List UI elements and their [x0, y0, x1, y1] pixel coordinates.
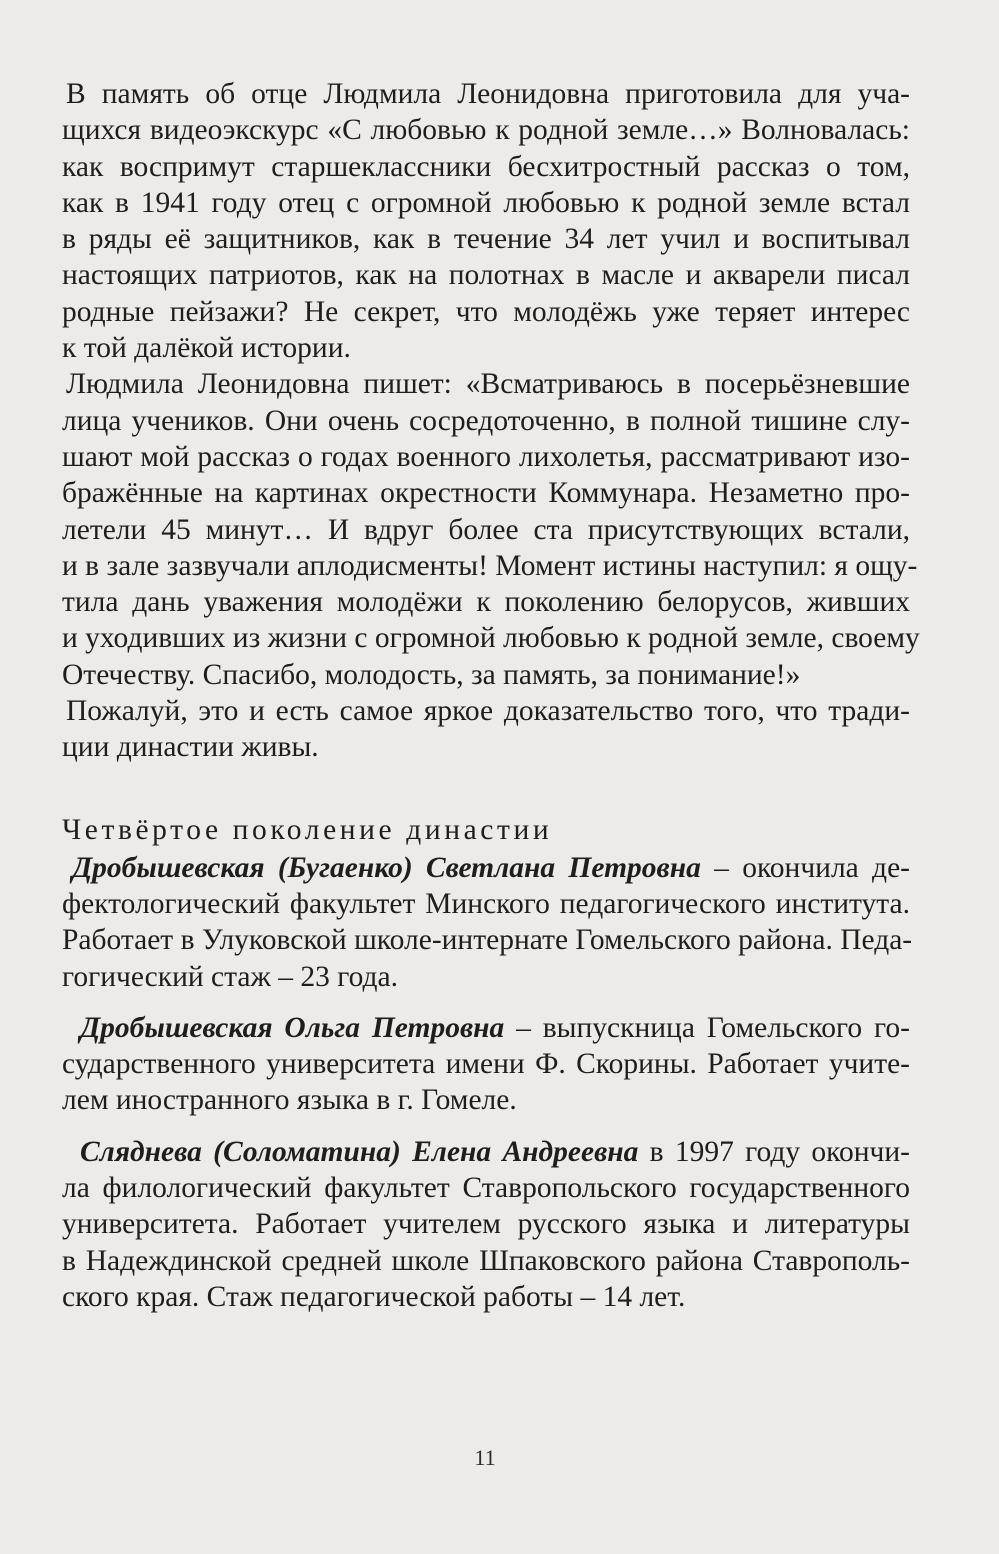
entry-2-line-2: сударственного университета имени Ф. Скорины. Работает учите- — [62, 1048, 910, 1081]
entry-3-line-2: ла филологический факультет Ставропольского государственного — [62, 1172, 910, 1205]
entry-3-first-line-rest: в 1997 году окончи- — [638, 1135, 911, 1168]
entry-2-name: Дробышевская Ольга Петровна — [80, 1011, 505, 1044]
entry-3-line-4: в Надеждинской средней школе Шпаковского района Ставрополь- — [62, 1244, 910, 1277]
paragraph-1-line-4: как в 1941 году отец с огромной любовью к родной земле встал — [62, 186, 910, 219]
paragraph-2 — [62, 366, 920, 693]
paragraph-2-line-4: бражённые на картинах окрестности Коммунара. Незаметно про- — [62, 477, 910, 510]
entry-1-name: Дробышевская (Бугаенко) Светлана Петровна — [72, 851, 701, 884]
entry-1-line-4: гогический стаж – 23 года. — [62, 960, 398, 993]
paragraph-1-line-1: В память об отце Людмила Леонидовна приготовила для уча- — [66, 78, 910, 110]
entry-2 — [62, 1010, 910, 1119]
entry-2-first-line-rest: – выпускница Гомельского го- — [504, 1011, 910, 1044]
paragraph-2-line-5: летели 45 минут… И вдруг более ста присутствующих встали, — [62, 513, 910, 546]
paragraph-3 — [62, 693, 910, 766]
entry-1-line-2: фектологический факультет Минского педагогического института. — [62, 887, 910, 920]
entry-2-first-line — [62, 1010, 910, 1046]
entry-1-line-3: Работает в Улуковской школе-интернате Гомельского района. Педа- — [62, 924, 913, 957]
paragraph-1 — [62, 76, 910, 366]
paragraph-2-line-9: Отечеству. Спасибо, молодость, за память, за понимание!» — [62, 658, 801, 691]
paragraph-1-line-2: щихся видеоэкскурс «С любовью к родной земле…» Волновалась: — [62, 114, 910, 147]
page-number: 11 — [474, 1445, 496, 1470]
paragraph-1-line-7: родные пейзажи? Не секрет, что молодёжь уже теряет интерес — [62, 295, 910, 328]
entry-3-name: Сляднева (Соломатина) Елена Андреевна — [80, 1135, 639, 1168]
paragraph-1-line-8: к той далёкой истории. — [62, 332, 351, 365]
paragraph-2-line-7: тила дань уважения молодёжи к поколению белорусов, живших — [62, 586, 910, 619]
paragraph-1-line-5: в ряды её защитников, как в течение 34 лет учил и воспитывал — [62, 223, 910, 256]
paragraph-2-line-6: и в зале зазвучали аплодисменты! Момент истины наступил: я ощу- — [62, 549, 918, 582]
paragraph-2-line-8: и уходивших из жизни с огромной любовью к родной земле, своему — [62, 622, 920, 655]
paragraph-2-line-2: лица учеников. Они очень сосредоточенно, в полной тишине слу- — [62, 404, 910, 437]
paragraph-2-line-3: шают мой рассказ о годах военного лихолетья, рассматривают изо- — [62, 440, 910, 473]
entry-2-line-3: лем иностранного языка в г. Гомеле. — [62, 1084, 517, 1117]
entry-3-line-3: университета. Работает учителем русского языка и литературы — [62, 1208, 910, 1241]
entry-3 — [62, 1134, 910, 1315]
entry-1-first-line-rest: – окончила де- — [700, 851, 910, 884]
paragraph-2-line-1: Людмила Леонидовна пишет: «Всматриваюсь в посерьёзневшие — [66, 368, 910, 401]
entry-1-first-line — [62, 850, 910, 886]
paragraph-1-line-3: как воспримут старшеклассники бесхитростный рассказ о том, — [62, 150, 910, 183]
paragraph-1-line-6: настоящих патриотов, как на полотнах в масле и акварели писал — [62, 259, 910, 292]
paragraph-3-line-1: Пожалуй, это и есть самое яркое доказательство того, что тради- — [66, 695, 910, 728]
page-body — [62, 76, 920, 1315]
section-heading: Четвёртое поколение династии — [62, 813, 553, 846]
entry-1 — [62, 850, 913, 995]
entry-3-line-5: ского края. Стаж педагогической работы – 14 лет. — [62, 1280, 686, 1313]
paragraph-3-line-2: ции династии живы. — [62, 731, 319, 764]
entry-3-first-line — [62, 1134, 910, 1170]
